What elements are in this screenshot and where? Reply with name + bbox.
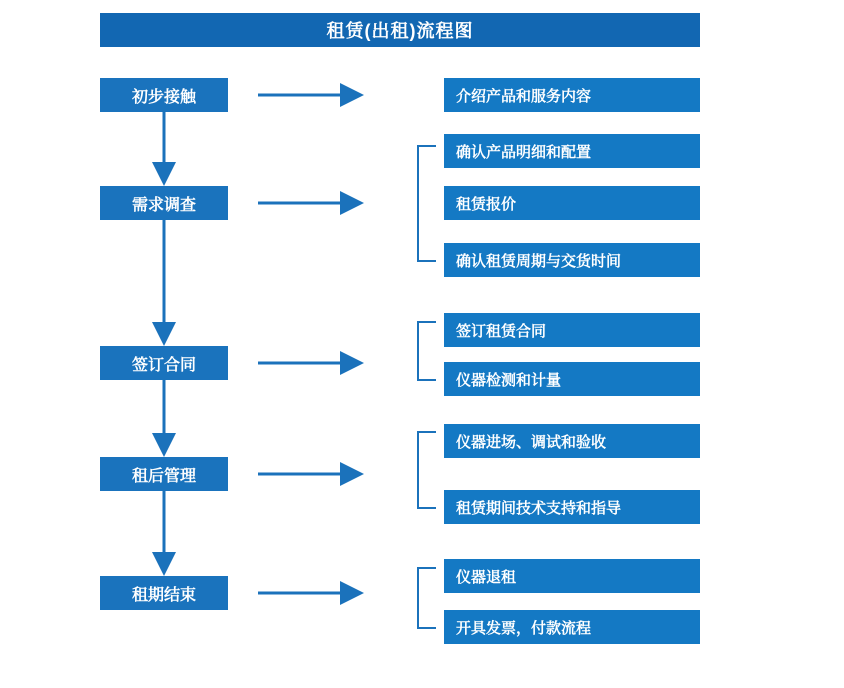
detail-box-instrument-inspection[interactable]: 仪器检测和计量 xyxy=(444,362,700,396)
stage-box-lease-end[interactable]: 租期结束 xyxy=(100,576,228,610)
detail-box-introduce-products[interactable]: 介绍产品和服务内容 xyxy=(444,78,700,112)
detail-box-technical-support[interactable]: 租赁期间技术支持和指导 xyxy=(444,490,700,524)
stage-box-initial-contact[interactable]: 初步接触 xyxy=(100,78,228,112)
stage-box-after-rent-management[interactable]: 租后管理 xyxy=(100,457,228,491)
bracket-after-rent-details xyxy=(418,432,436,508)
detail-box-lease-quotation[interactable]: 租赁报价 xyxy=(444,186,700,220)
bracket-end-details xyxy=(418,568,436,628)
bracket-needs-details xyxy=(418,146,436,261)
detail-box-invoice-payment[interactable]: 开具发票，付款流程 xyxy=(444,610,700,644)
stage-box-needs-survey[interactable]: 需求调查 xyxy=(100,186,228,220)
stage-box-sign-contract[interactable]: 签订合同 xyxy=(100,346,228,380)
detail-box-instrument-return[interactable]: 仪器退租 xyxy=(444,559,700,593)
bracket-contract-details xyxy=(418,322,436,380)
detail-box-sign-lease-contract[interactable]: 签订租赁合同 xyxy=(444,313,700,347)
page-title: 租赁(出租)流程图 xyxy=(100,13,700,47)
detail-box-confirm-lease-period[interactable]: 确认租赁周期与交货时间 xyxy=(444,243,700,277)
detail-box-instrument-onsite[interactable]: 仪器进场、调试和验收 xyxy=(444,424,700,458)
detail-box-confirm-product-details[interactable]: 确认产品明细和配置 xyxy=(444,134,700,168)
